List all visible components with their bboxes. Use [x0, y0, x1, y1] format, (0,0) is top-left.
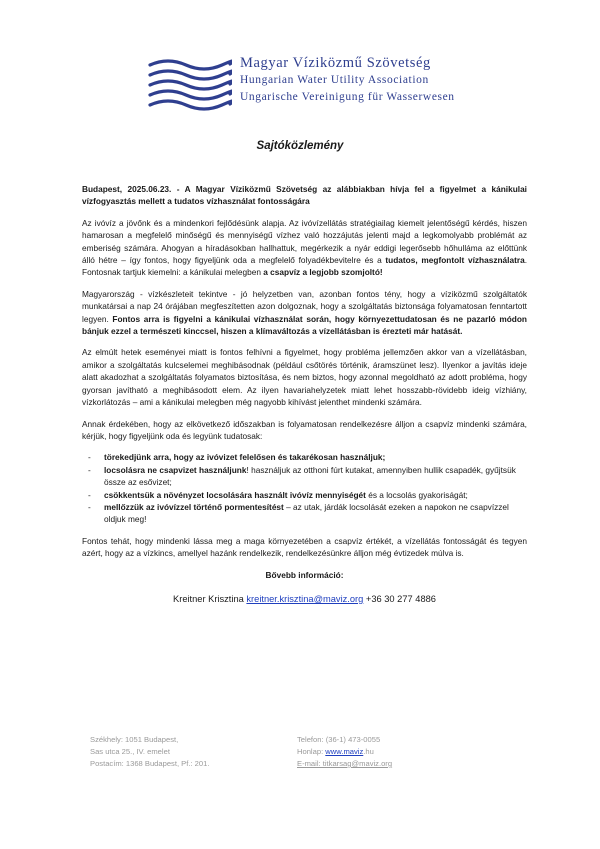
list-item [82, 451, 527, 463]
wave-lines-logo-icon [148, 57, 232, 115]
document-title: Sajtóközlemény [256, 140, 344, 152]
press-release-body [82, 183, 527, 605]
footer-address-line: Székhely: 1051 Budapest, [90, 735, 179, 744]
paragraph-5: Fontos tehát, hogy mindenki lássa meg a maga környezetében a csapvíz értékét, a vízellátás fontosságát és tegyen azért, hogy az a vízkincs, amellyel hazánk rendelkezik, rendelkezésünkre álljon még évtizedek múlva is. [82, 535, 527, 559]
text-span: . Fontosnak tartjuk kiemelni: a kánikulai melegben [82, 255, 527, 278]
organization-name [240, 55, 455, 106]
lead-paragraph: Budapest, 2025.06.23. - A Magyar Víziközmű Szövetség az alábbiakban hívja fel a figyelmet a kánikulai vízfogyasztás mellett a tudatos vízhasználat fontosságára [82, 184, 527, 207]
footer-phone: Telefon: (36-1) 473-0055 [297, 735, 381, 744]
contact-email-link[interactable]: kreitner.krisztina@maviz.org [246, 593, 364, 604]
emphasis: Fontos arra is figyelni a kánikulai vízhasználat során, hogy környezettudatosan és ne pazarló módon bánjuk ezzel a természeti kinccsel, hiszen a klímaváltozás a vízellátásban is érezteti már hatását. [82, 313, 528, 337]
footer-email[interactable]: E-mail: titkarsag@maviz.org [297, 759, 393, 768]
paragraph-1 [82, 217, 527, 279]
emphasis: törekedjünk arra, hogy az ivóvizet felelősen és takarékosan használjuk; [104, 452, 386, 463]
footer-web-label: Honlap: [297, 747, 326, 756]
list-item [82, 489, 527, 501]
website-link[interactable]: www.maviz [325, 747, 364, 756]
tips-list [82, 451, 527, 525]
org-name-hu: Magyar Víziközmű Szövetség [240, 55, 431, 71]
emphasis: tudatos, megfontolt vízhasználatra [385, 255, 525, 266]
footer-address [90, 734, 209, 770]
paragraph-2 [82, 288, 527, 338]
contact-phone: +36 30 277 4886 [365, 593, 436, 604]
text-span: – az utak, járdák locsolását ezeken a napokon ne csapvízzel oldjuk meg! [104, 501, 509, 525]
paragraph-4: Annak érdekében, hogy az elkövetkező időszakban is folyamatosan rendelkezésre álljon a csapvíz mindenki számára, kérjük, hogy figyeljünk oda és legyünk tudatosak: [82, 418, 527, 441]
org-name-en: Hungarian Water Utility Association [240, 74, 429, 86]
more-info-heading: Bővebb információ: [265, 569, 344, 580]
text-span: ! használjuk az otthoni fúrt kutakat, amennyiben hullik csapadék, gyűjtsük össze az esővizet; [104, 464, 516, 488]
paragraph-3: Az elmúlt hetek eseményei miatt is fontos felhívni a figyelmet, hogy probléma jellemzően akkor van a vízellátásban, amikor a szolgáltatás kulcselemei meghibásodnak (például csőtörés történik, áramszünet lesz). Ilyenkor a javítás ideje alatt akadozhat a szolgáltatás folyamatos biztosítása, és nem biztos, hogy azonnal megoldható az adott probléma, hogy gyorsan javítható a meghibásodott elem. Az ilyen havariahelyzetek miatt lehet hosszabb-rövidebb ideig vízhiány, vízkorlátozás – ami a kánikulai melegben még nagyobb kihívást jelenthet mindenki számára. [82, 347, 527, 408]
footer-web [297, 746, 392, 758]
footer-address-line: Sas utca 25., IV. emelet [90, 747, 170, 756]
list-item [82, 464, 527, 489]
emphasis: mellőzzük az ivóvízzel történő pormentesítést [104, 501, 284, 512]
contact-name: Kreitner Krisztina [173, 593, 244, 604]
org-name-de: Ungarische Vereinigung für Wasserwesen [240, 91, 455, 103]
footer-contact [297, 734, 392, 770]
text-span: Magyarország - vízkészleteit tekintve - jó helyzetben van, azonban fontos tény, hogy a víziközmű szolgáltatók munkatársai a nap 24 órájában megfeszítetten azon dolgoznak, hogy a szolgáltatás biztonsága folyamatosan fenntartott legyen. [82, 288, 527, 324]
emphasis: locsolásra ne csapvizet használjunk [104, 464, 247, 475]
emphasis: a csapvíz a legjobb szomjoltó! [263, 267, 383, 278]
list-item [82, 501, 527, 526]
footer-web-suffix: .hu [363, 747, 374, 756]
text-span: Az ivóvíz a jövőnk és a mindenkori fejlődésünk alapja. Az ivóvízellátás stratégiailag kiemelt jelentőségű kérdés, hiszen hamarosan a megfelelő minőségű és mennyiségű vízhez való hozzájutás jelenti majd a legkomolyabb problémát az emberiség számára. Ahogyan a híradásokban hallhattuk, megérkezik a nyár eddigi legerősebb hőhulláma az előttünk álló hétre – így fontos, hogy figyeljünk oda a megfelelő folyadékbevitelre és a [82, 217, 527, 266]
contact-line [82, 593, 527, 605]
letterhead [148, 55, 478, 115]
footer-address-line: Postacím: 1368 Budapest, Pf.: 201. [90, 759, 210, 768]
text-span: és a locsolás gyakoriságát; [365, 489, 468, 500]
emphasis: csökkentsük a növényzet locsolására használt ivóvíz mennyiségét [104, 489, 366, 500]
